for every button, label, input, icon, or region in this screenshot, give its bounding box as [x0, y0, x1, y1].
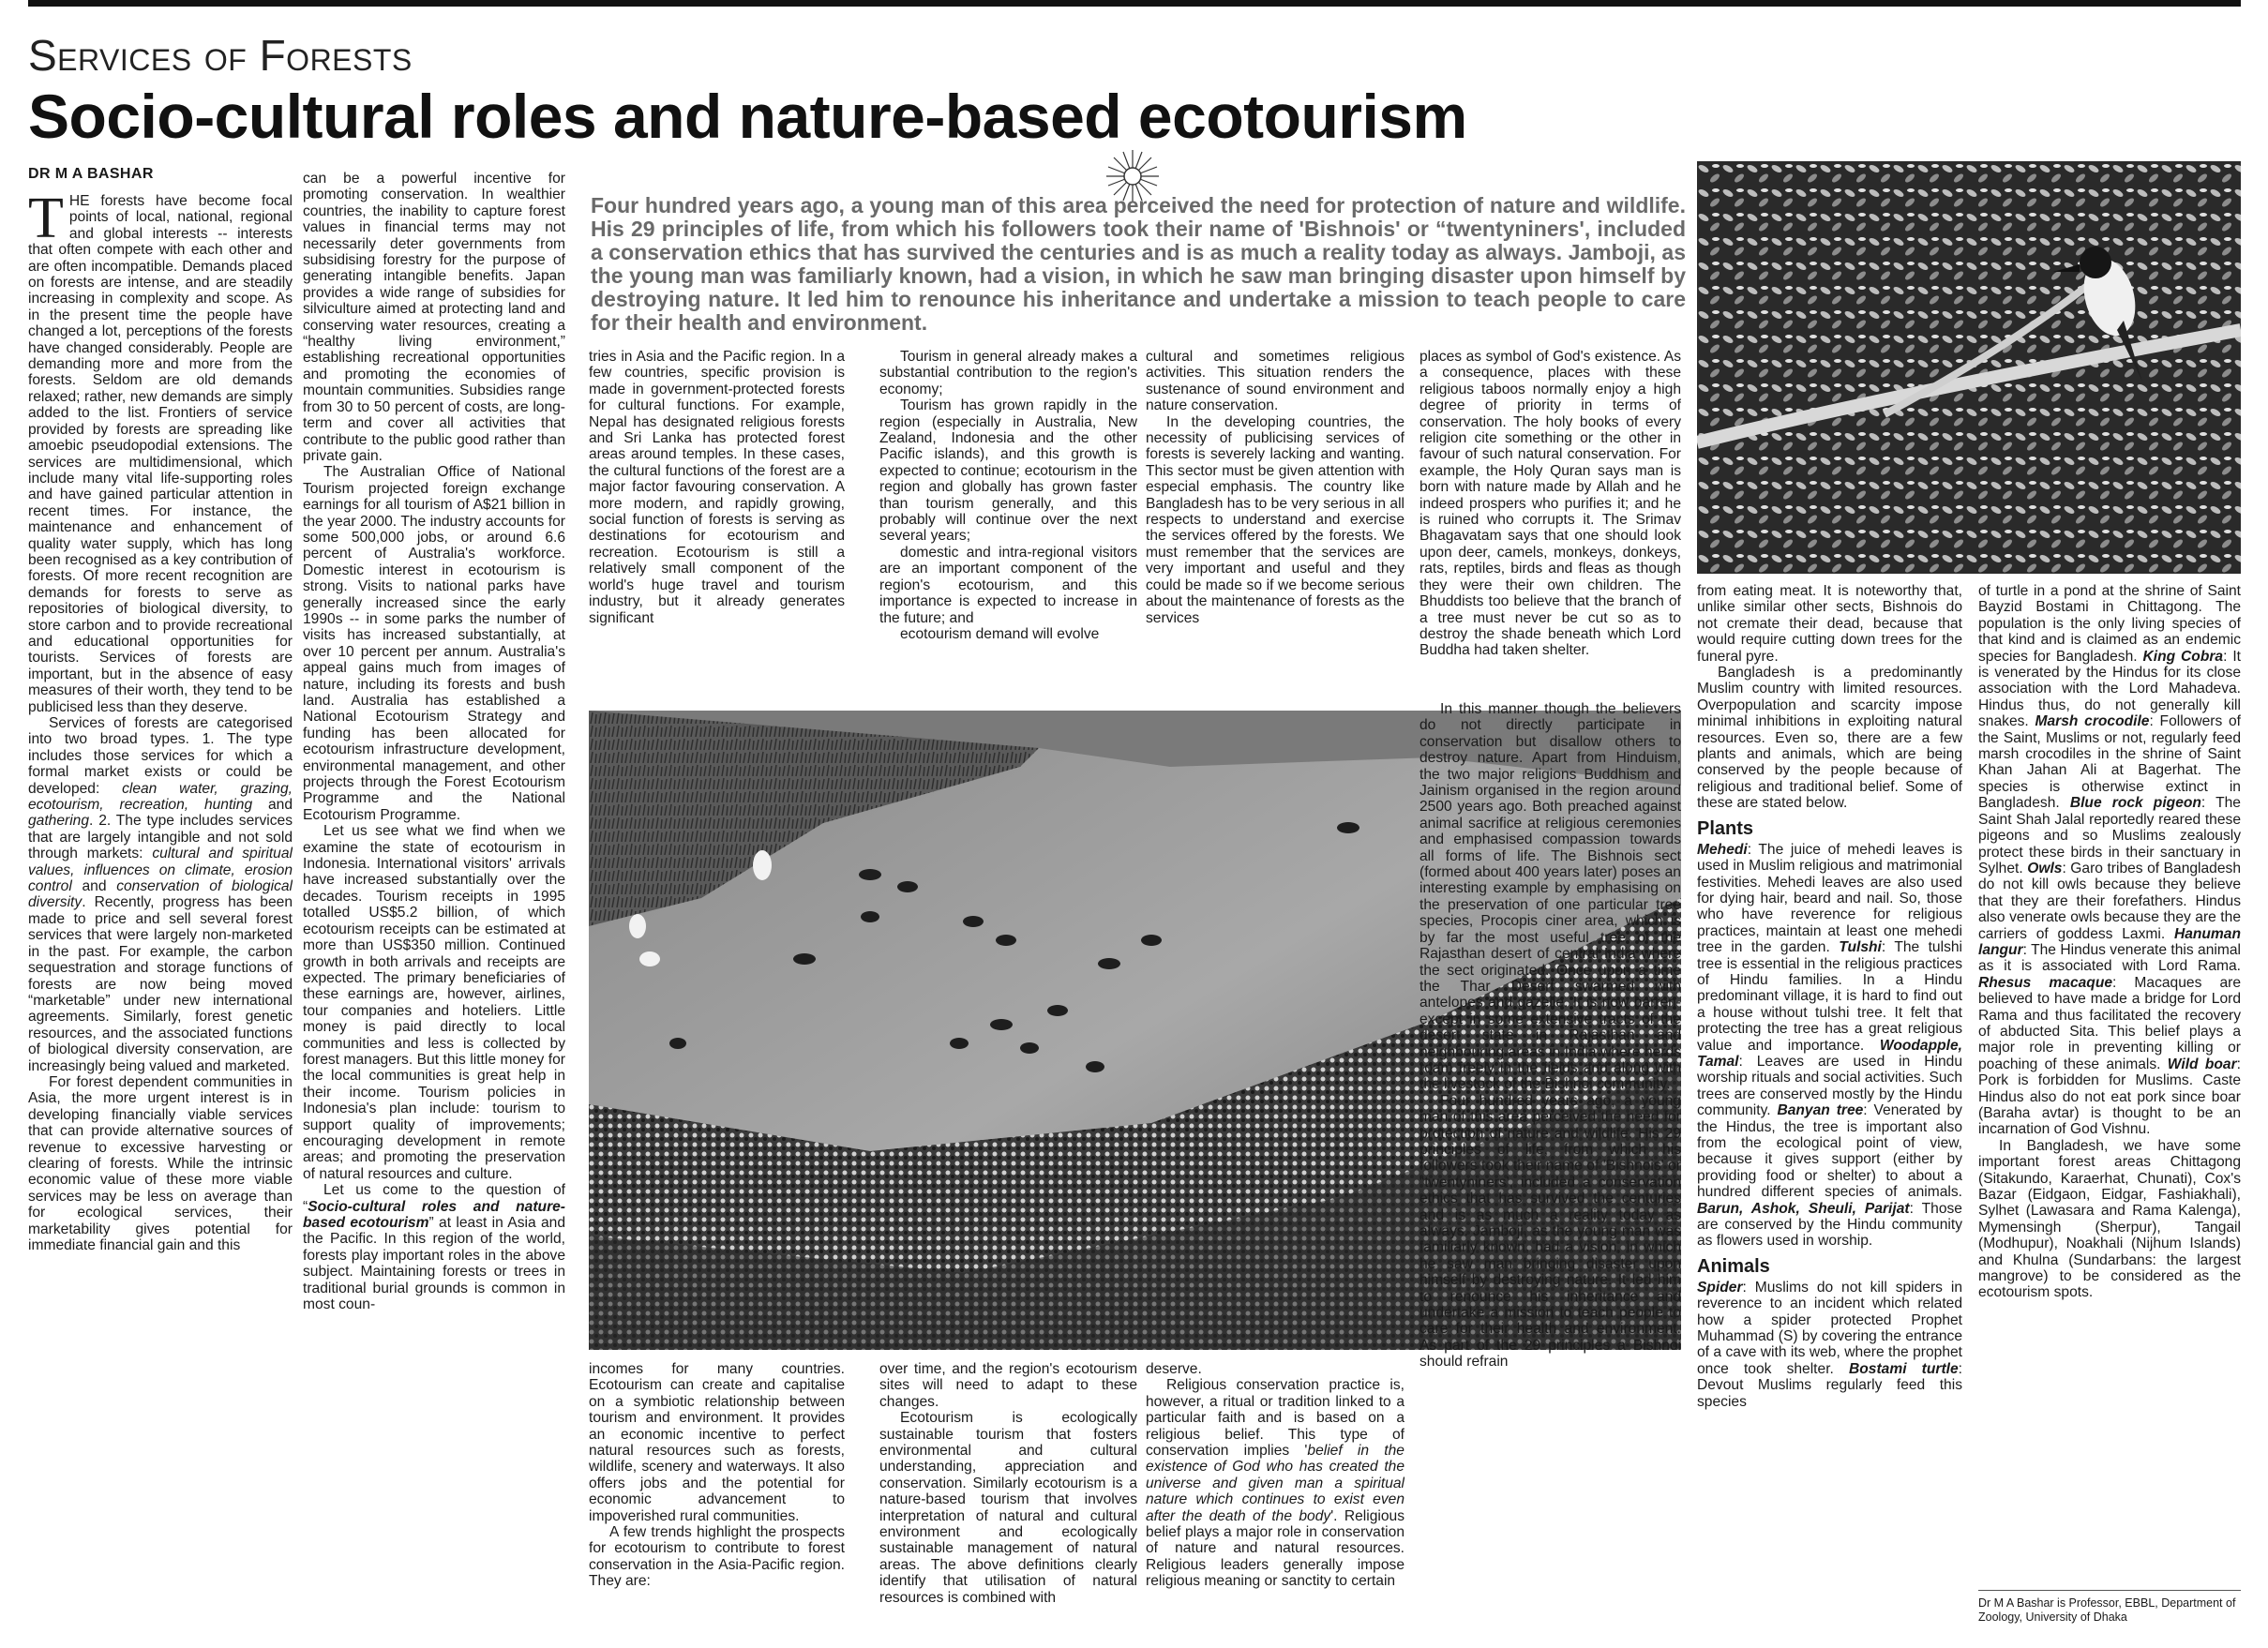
column-6-top — [1419, 349, 1681, 701]
paragraph: Religious conservation practice is, however, a ritual or tradition linked to a particular faith and is based on a religious belief. This type of conservation implies 'belief in the existence of God who has created the universe and given man a spiritual nature which continues to exist even after the death of the body'. Religious belief plays a major role in conservation of nature and natural resources. Religious leaders generally impose religious meaning or sanctity to certain — [1146, 1377, 1404, 1590]
pull-quote: Four hundred years ago, a young man of this area perceived the need for protection of nature and wildlife. His 29 principles of life, from which his followers took their name of 'Bishnois' or “twentyniners', included a conservation ethics that has survived the centuries and is as much a reality today as always. Jamboji, as the young man was familiarly known, had a vision, in which he saw man bringing disaster upon himself by destroying nature. It led him to renounce his inheritance and undertake a mission to teach people to care for their health and environment. — [591, 194, 1686, 335]
column-8 — [1978, 583, 2241, 1577]
paragraph: In this manner though the believers do not directly participate in conservation but disallow others to destroy nature. Apart from Hinduism, the two major religions Buddhism and Jainism organised in the region around 2500 years ago. Both preached against animal sacrifice at religious ceremonies and emphasised compassion towards all forms of life. The Bishnois sect (formed about 400 years later) poses an interesting example by emphasising on the preservation of one particular tree species, Procopis ciner area, which is by far the most useful tree of the Rajasthan desert of central India where the sect originated. Once upon a time the Thar Desert swarmed with antelopes and gazelle. It is now barren-except in some extensive tracts of the desert state in Rajasthan and neighbouring areas in India where herds roam freely in the fields and along with the livestock of the Bishnoi community. — [1419, 701, 1681, 1093]
paragraph: cultural and sometimes religious activities. This situation renders the sustenance of sound environment and nature conservation. — [1146, 349, 1404, 414]
paragraph: places as symbol of God's existence. As a consequence, places with these religious taboos normally enjoy a high degree of priority in terms of conservation. The holy books of every religion cite something or the other in favour of such natural conservation. For example, the Holy Quran says man is born with nature made by Allah and he indeed prospers who purifies it; and he is ruined who corrupts it. The Srimav Bhagavatam says that one should look upon deer, camels, monkeys, donkeys, rats, reptiles, birds and fleas as though they were their own children. The Bhuddists too believe that the branch of a tree must never be cut so as to destroy the shade beneath which Lord Buddha had taken shelter. — [1419, 349, 1681, 659]
paragraph: Tourism in general already makes a substantial contribution to the region's economy; — [879, 349, 1137, 397]
paragraph: ecotourism demand will evolve — [900, 625, 1100, 642]
paragraph: can be a powerful incentive for promoting conservation. In wealthier countries, the inability to capture forest values in financial terms may not necessarily deter governments from subsidising forestry for the purpose of generating intangible benefits. Japan provides a wide range of subsidies for silviculture aimed at protecting land and conserving water resources, creating a “healthy living environment,” establishing recreational opportunities and promoting the economies of mountain communities. Subsidies range from 30 to 50 percent of costs, are long-term and cover all activities that contribute to the public good rather than private gain. — [303, 171, 565, 464]
column-5-top — [1146, 349, 1404, 701]
paragraph: Spider: Muslims do not kill spiders in reverence to an incident which related how a spider protected Prophet Muhammad (S) by covering the entrance of a cave with its web, where the prophet once took shelter. Bostami turtle: Devout Muslims regularly feed this species — [1697, 1279, 1962, 1410]
column-5-bottom — [1146, 1361, 1404, 1639]
paragraph: incomes for many countries. Ecotourism can create and capitalise on a symbiotic relationship between tourism and environment. It provides an economic incentive to perfect natural resources such as forests, wildlife, scenery and waterways. It also offers jobs and the potential for economic advancement to impoverished rural communities. — [589, 1361, 845, 1524]
paragraph: over time, and the region's ecotourism sites will need to adapt to these changes. — [879, 1361, 1137, 1410]
section-kicker: Services of Forests — [28, 31, 413, 80]
column-6-bottom — [1419, 701, 1681, 1639]
paragraph: Ecotourism is ecologically sustainable tourism that fosters environmental and cultural understanding, appreciation and conservation. Similarly ecotourism is a nature-based tourism that involves interpretation of natural and cultural environment and ecologically sustainable management of natural areas. The above definitions clearly identify that utilisation of natural resources is combined with — [879, 1410, 1137, 1606]
paragraph: from eating meat. It is noteworthy that, unlike similar other sects, Bishnois do not cremate their dead, because that would require cutting down trees for the funeral pyre. — [1697, 583, 1962, 665]
paragraph: In Bangladesh, we have some important forest areas Chittagong (Sitakundo, Karaerhat, Chunati), Cox's Bazar (Eidgaon, Eidgar, Fashiakhali), Sylhet (Lawasara and Rama Kalenga), Mymensingh (Sherpur), Tangail (Modhupur), Noakhali (Nijhum Islands) and Khulna (Sundarbans: the largest mangrove) to be considered as the ecotourism spots. — [1978, 1137, 2241, 1301]
paragraph: THE forests have become focal points of local, national, regional and global interests -- interests that often compete with each other and are often incompatible. Demands placed on forests are intense, and are steadily increasing in complexity and scope. As in the present time the people have changed a lot, perceptions of the forests have changed considerably. People are demanding more and more from the forests. Seldom are old demands relaxed; rather, new demands are simply added to the list. Frontiers of service provided by forests are spreading like amoebic pseudopodial extensions. The services are multidimensional, which include many vital life-supporting roles and have gained particular attention in recent times. For instance, the maintenance and enhancement of quality water supply, which has long been recognised as a key contribution of forests. Of more recent recognition are demands for forests to serve as repositories of biological diversity, to store carbon and to provide recreational and educational opportunities for tourists. Services of forests are important, but in the absence of easy measures of their worth, they tend to be publicised less than they deserve. — [28, 193, 293, 715]
column-3-bottom — [589, 1361, 845, 1639]
byline: DR M A BASHAR — [28, 166, 154, 182]
column-2 — [303, 171, 565, 1637]
paragraph: tries in Asia and the Pacific region. In a few countries, specific provision is made in government-protected forests for cultural functions. For example, Nepal has designated religious forests and Sri Lanka has protected forest areas around temples. In these cases, the cultural functions of the forest are a major factor favouring conservation. A more modern, and rapidly growing, social function of forests is serving as destinations for ecotourism and recreation. Ecotourism is still a relatively small component of the world's huge travel and tourism industry, but it already generates significant — [589, 349, 845, 626]
column-4-top — [879, 349, 1137, 701]
paragraph: Four hundred years ago, a young man of this area perceived the need for protection of nature and wildlife. His 29 principles of life, from which his followers took their name of 'Bishnois' or “twentyniners', included a conservation ethics that has survived the centuries and is as much a reality today as always. Jamboji, as the young man was familiarly known, had a vision, in which he saw man bringing disaster upon himself by destroying nature. It led him to renounce his inheritance and undertake a mission to teach people to care for their health and environment. As part of the 29 principles a Bishnoi should refrain — [1419, 1092, 1681, 1371]
paragraph: of turtle in a pond at the shrine of Saint Bayzid Bostami in Chittagong. The population is the only living species of that kind and is claimed as an endemic species for Bangladesh. King Cobra: It is venerated by the Hindus for its close association with the Lord Mahadeva. Hindus thus, do not generally kill snakes. Marsh crocodile: Followers of the Saint, Muslims or not, regularly feed marsh crocodiles in the shrine of Saint Khan Jahan Ali at Bagerhat. The species is otherwise extinct in Bangladesh. Blue rock pigeon: The Saint Shah Jalal reportedly reared these pigeons and so Muslims zealously protect these birds in their sanctuary in Sylhet. Owls: Garo tribes of Bangladesh do not kill owls because they believe that they are their forefathers. Hindus also venerate owls because they are the carriers of goddess Laxmi. Hanuman langur: The Hindus venerate this animal as it is associated with Lord Rama. Rhesus macaque: Macaques are believed to have made a bridge for Lord Rama and thus facilitated the recovery of abducted Sita. This belief plays a major role in preventing killing or poaching of these animals. Wild boar: Pork is forbidden for Muslims. Caste Hindus also do not eat pork since boar (Baraha avtar) is thought to be an incarnation of God Vishnu. — [1978, 583, 2241, 1138]
paragraph: Services of forests are categorised into two broad types. 1. The type includes those services for which a formal market exists or could be developed: clean water, grazing, ecotourism, recreation, hunting and gathering. 2. The type includes services that are largely intangible and not sold through markets: cultural and spiritual values, influences on climate, erosion control and conservation of biological diversity. Recently, progress has been made to price and sell several forest services that were largely non-marketed in the past. For example, the carbon sequestration and storage functions of forests are now being moved “marketable” under new international agreements. Similarly, forest genetic resources, and the associated functions of biological diversity conservation, are increasingly being valued and marketed. — [28, 715, 293, 1074]
column-7 — [1697, 583, 1962, 1639]
subhead-animals: Animals — [1697, 1255, 1770, 1277]
paragraph: Bangladesh is a predominantly Muslim country with limited resources. Overpopulation and scarcity impose minimal inhibitions in exploiting natural resources. Even so, there are a few plants and animals, which are being conserved by the people because of religious and traditional belief. Some of these are stated below. — [1697, 665, 1962, 812]
paragraph: For forest dependent communities in Asia, the more urgent interest is in developing financially viable services that can provide alternative sources of revenue to excessive harvesting or clearing of forests. While the intrinsic economic value of these more viable services may be less on average than for ecological services, their marketability gives potential for immediate financial gain and this — [28, 1073, 293, 1253]
paragraph: Let us come to the question of “Socio-cultural roles and nature-based ecotourism” at least in Asia and the Pacific. In this region of the world, forests play important roles in the above subject. Maintaining forests or trees in traditional burial grounds is common in most coun- — [303, 1182, 565, 1313]
top-rule — [28, 0, 2241, 7]
column-4-bottom — [879, 1361, 1137, 1639]
paragraph: In the developing countries, the necessity of publicising services of forests is severely lacking and wanting. This sector must be given attention with especial emphasis. The country like Bangladesh has to be very serious in all respects to understand and exercise the services offered by the forests. We must remember that the services are very important and useful and they could be made so if we become serious about the maintenance of forests as the services — [1146, 413, 1404, 626]
paragraph: deserve. — [1146, 1361, 1202, 1377]
headline: Socio-cultural roles and nature-based ecotourism — [28, 82, 1467, 151]
author-credit: Dr M A Bashar is Professor, EBBL, Department of Zoology, University of Dhaka — [1978, 1590, 2241, 1625]
column-1 — [28, 193, 293, 1637]
column-3-top — [589, 349, 845, 701]
subhead-plants: Plants — [1697, 817, 1754, 839]
paragraph: Tourism has grown rapidly in the region (especially in Australia, New Zealand, Indonesia and the other Pacific islands), and this growth is expected to continue; ecotourism in the region and globally has grown faster than tourism generally, and this probably will continue over the next several years; — [879, 397, 1137, 545]
paragraph: The Australian Office of National Tourism projected foreign exchange earnings for all tourism of A$21 billion in the year 2000. The industry accounts for some 500,000 jobs, or around 6.6 percent of Australia's workforce. Domestic interest in ecotourism is strong. Visits to national parks have generally increased since the early 1990s -- in some parks the number of visits has increased substantially, at over 10 percent per annum. Australia's appeal gains much from images of nature, including its forests and bush land. Australia has established a National Ecotourism Strategy and funding has been allocated for ecotourism infrastructure development, environmental management, and other projects through the Forest Ecotourism Programme and the National Ecotourism Programme. — [303, 464, 565, 823]
kingfisher-bird-photo — [1697, 161, 2241, 574]
paragraph: Let us see what we find when we examine the state of ecotourism in Indonesia. International visitors' arrivals have increased substantially over the decades. Tourism receipts in 1995 totalled US$5.2 billion, of which ecotourism receipts can be estimated at more than US$350 million. Continued growth in both arrivals and receipts are expected. The primary beneficiaries of these earnings are, however, airlines, tour companies and hoteliers. Little money is paid directly to local communities and less is collected by forest managers. But this little money for the local communities is great help in their income. Tourism policies in Indonesia's plan include: tourism to support quality of improvements; encouraging development in remote areas; and promoting the preservation of natural resources and culture. — [303, 823, 565, 1182]
paragraph: domestic and intra-regional visitors are an important component of the region's ecotourism, and this importance is expected to increase in the future; and — [879, 544, 1137, 626]
paragraph: Mehedi: The juice of mehedi leaves is used in Muslim religious and matrimonial festivities. Mehedi leaves are also used for dying hair, beard and nail. So, those who have reverence for religious practices, maintain at least one mehedi tree in the garden. Tulshi: The tulshi tree is essential in the religious practices of Hindu families. In a Hindu predominant village, it is hard to find out a house without tulshi tree. It felt that protecting the tree has a great religious value and importance. Woodapple, Tamal: Leaves are used in Hindu worship rituals and social activities. Such trees are conserved mostly by the Hindu community. Banyan tree: Venerated by the Hindus, the tree is important also from the ecological point of view, because it gives support (either by providing food or shelter) to about a hundred different species of animals. Barun, Ashok, Sheuli, Parijat: Those are conserved by the Hindu community as flowers used in worship. — [1697, 841, 1962, 1250]
drop-cap: T — [28, 193, 64, 250]
paragraph: A few trends highlight the prospects for ecotourism to contribute to forest conservation in the Asia-Pacific region. They are: — [589, 1524, 845, 1590]
